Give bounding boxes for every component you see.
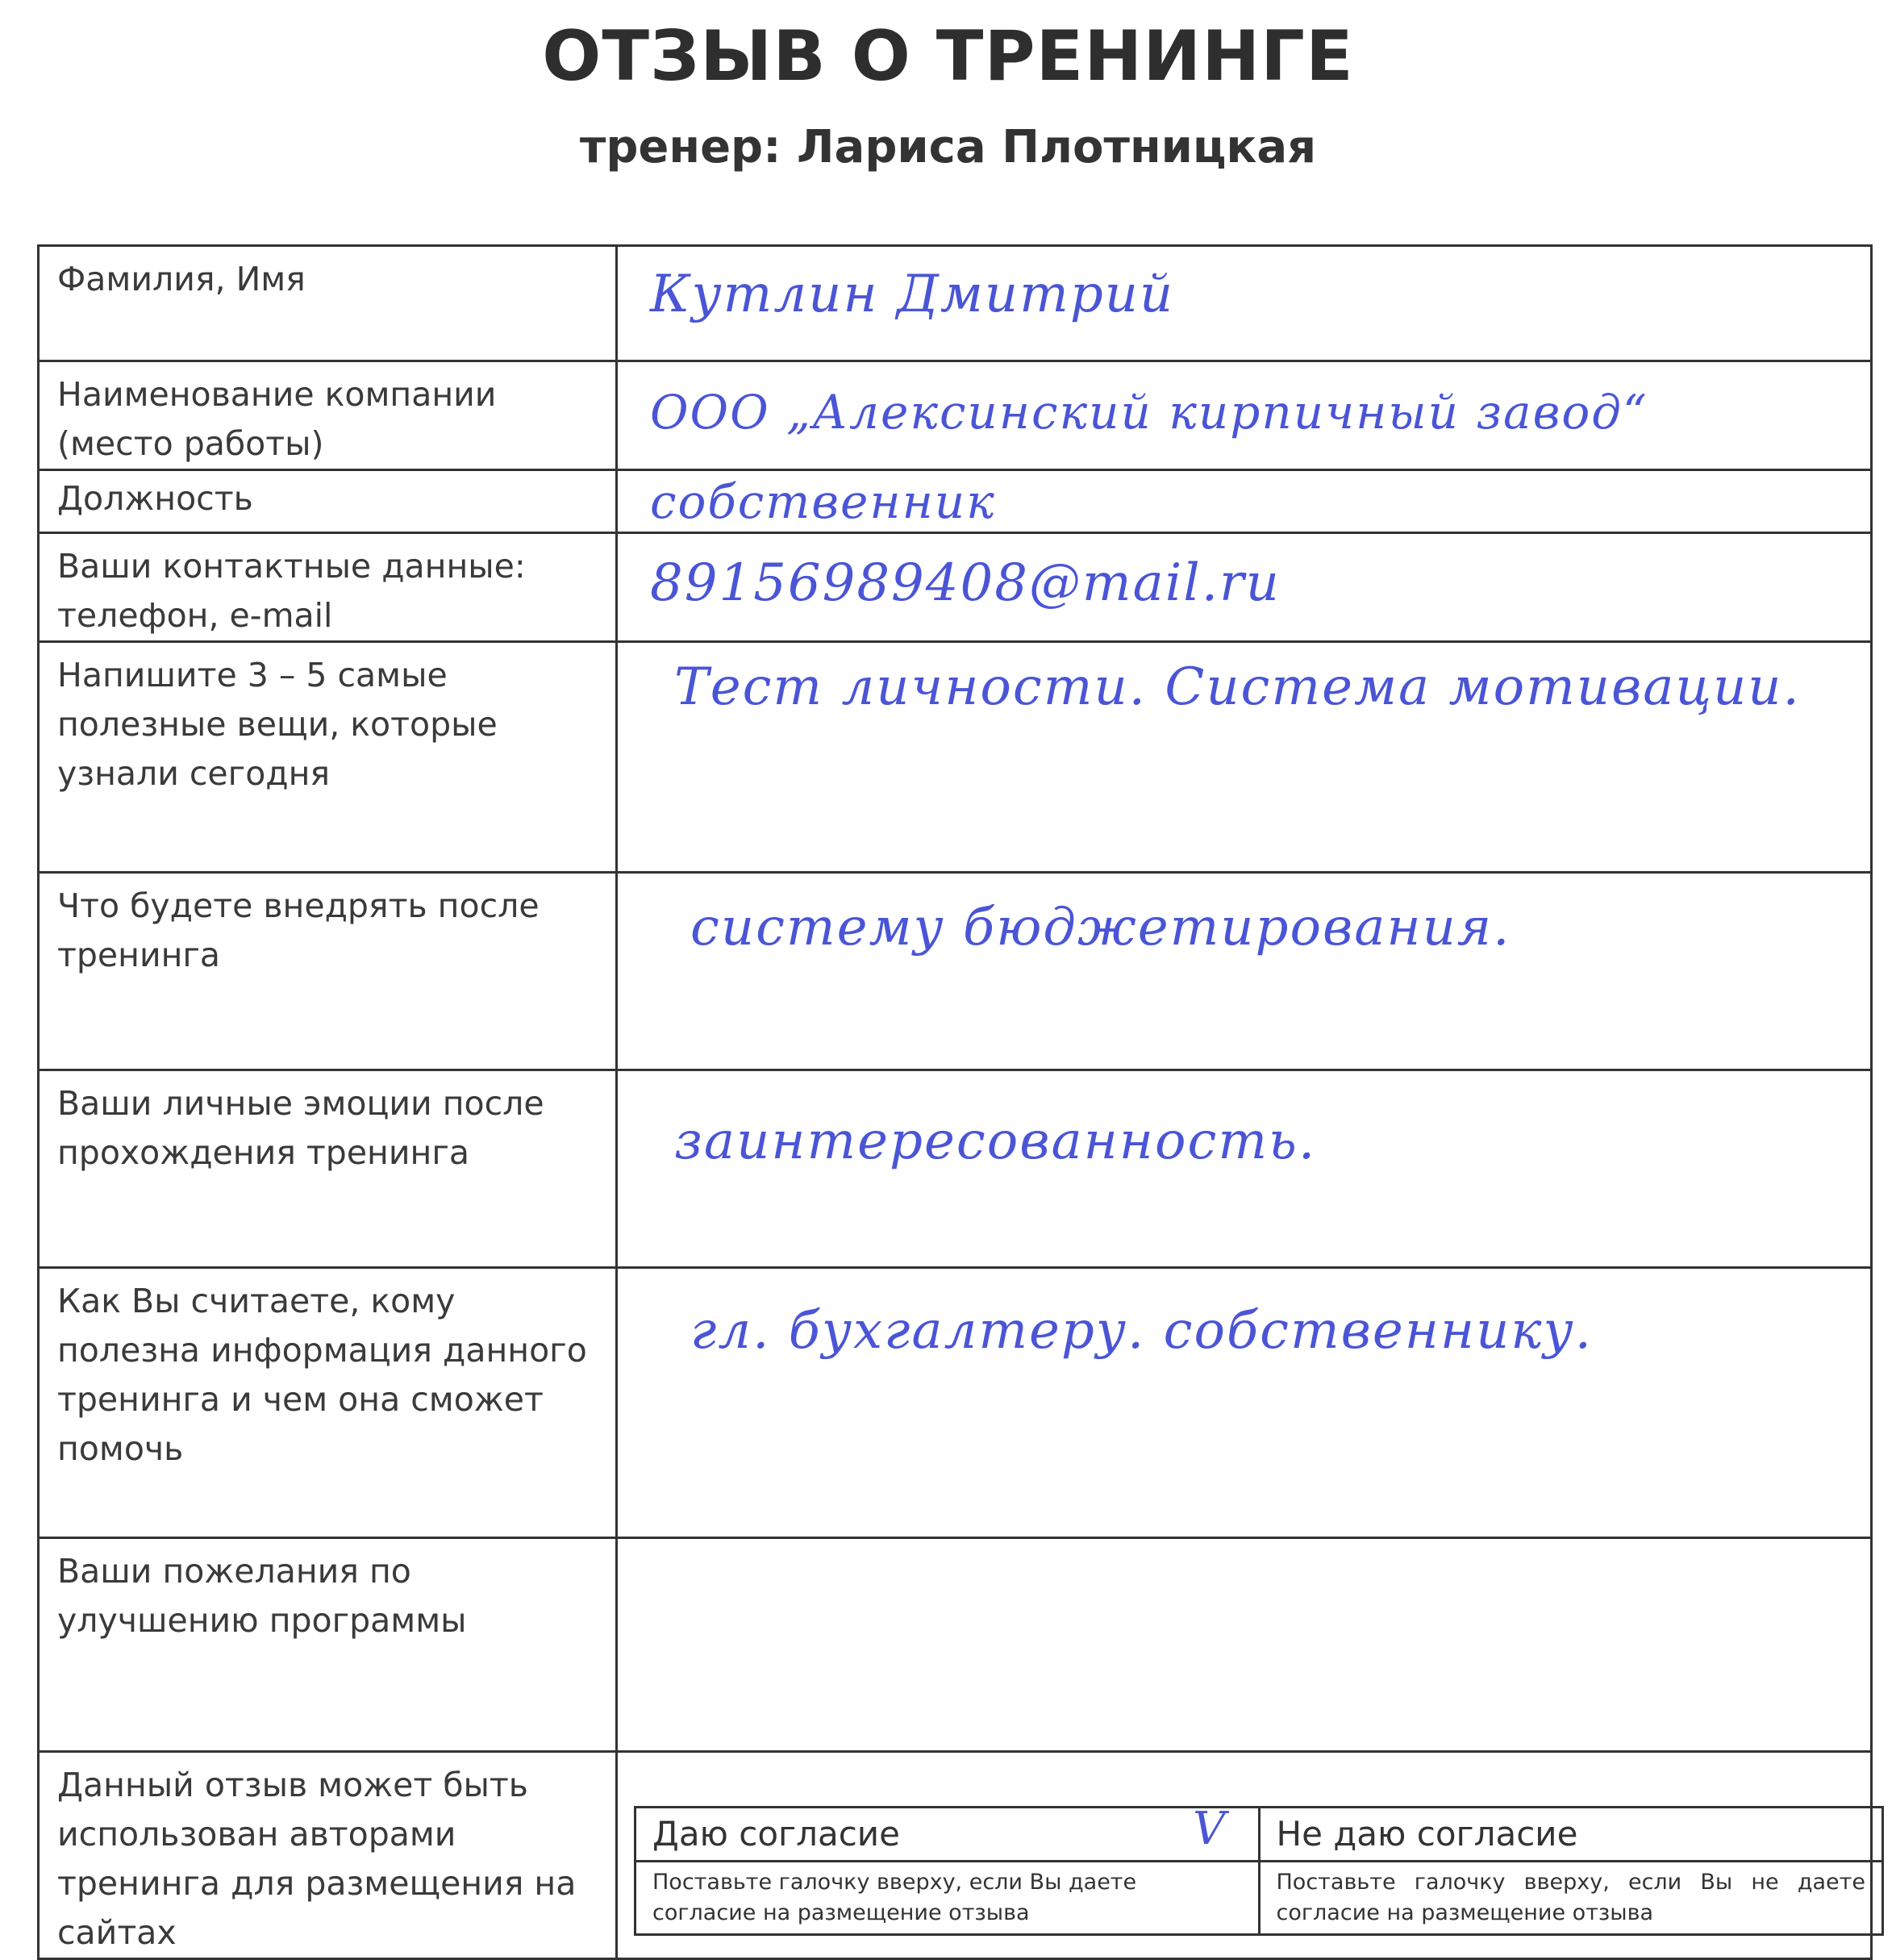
agree-description: Поставьте галочку вверху, если Вы даете согласие на размещение отзыва [652, 1870, 1137, 1925]
answer-emotions-field[interactable] [617, 1070, 1872, 1268]
answer-position-field[interactable] [617, 470, 1872, 533]
label-contacts: Ваши контактные данные: телефон, e-mail [39, 533, 617, 642]
form-title: ОТЗЫВ О ТРЕНИНГЕ [542, 16, 1354, 97]
disagree-description: Поставьте галочку вверху, если Вы не даете согласие на размещение отзыва [1276, 1870, 1865, 1925]
label-suggestions: Ваши пожелания по улучшению программы [39, 1538, 617, 1752]
answer-suggestions-field[interactable] [617, 1538, 1872, 1752]
label-emotions: Ваши личные эмоции после прохождения тренинга [39, 1070, 617, 1268]
table-row [39, 470, 1872, 533]
agree-title: Даю согласие [652, 1814, 900, 1854]
table-row [39, 361, 1872, 470]
consent-table [634, 1803, 1884, 1936]
answer-emotions-text: заинтересованность. [674, 1111, 1317, 1171]
table-row [39, 1268, 1872, 1538]
label-implement: Что будете внедрять после тренинга [39, 873, 617, 1070]
label-position: Должность [39, 470, 617, 533]
table-row [39, 642, 1872, 873]
answer-company-text: ООО „Алексинский кирпичный завод“ [650, 385, 1648, 440]
label-useful-things: Напишите 3 – 5 самые полезные вещи, которые узнали сегодня [39, 642, 617, 873]
answer-useful-things-text: Тест личности. Система мотивации. [674, 657, 1801, 717]
feedback-form-table [37, 244, 1873, 1960]
table-row [39, 873, 1872, 1070]
disagree-option[interactable] [1259, 1808, 1883, 1862]
label-who-benefits: Как Вы считаете, кому полезна информация данного тренинга и чем она сможет помочь [39, 1268, 617, 1538]
disagree-title: Не даю согласие [1276, 1814, 1578, 1854]
agree-option[interactable] [635, 1803, 1260, 1862]
answer-implement-field[interactable] [617, 873, 1872, 1070]
answer-name-field[interactable] [617, 246, 1872, 361]
table-row [39, 1070, 1872, 1268]
answer-position-text: собственник [650, 474, 996, 529]
answer-who-benefits-field[interactable] [617, 1268, 1872, 1538]
label-publication-consent: Данный отзыв может быть использован авторами тренинга для размещения на сайтах [39, 1752, 617, 1959]
agree-checkmark: V [1193, 1803, 1226, 1855]
label-company: Наименование компании (место работы) [39, 361, 617, 470]
answer-who-benefits-text: гл. бухгалтеру. собственнику. [690, 1301, 1593, 1361]
consent-cell [617, 1752, 1872, 1959]
answer-contacts-text: 89156989408@mail.ru [650, 553, 1281, 613]
answer-name-text: Кутлин Дмитрий [650, 265, 1175, 324]
answer-company-field[interactable] [617, 361, 1872, 470]
table-row [39, 533, 1872, 642]
table-row [39, 1538, 1872, 1752]
label-name: Фамилия, Имя [39, 246, 617, 361]
answer-useful-things-field[interactable] [617, 642, 1872, 873]
answer-contacts-field[interactable] [617, 533, 1872, 642]
answer-implement-text: систему бюджетирования. [690, 898, 1511, 957]
table-row [39, 246, 1872, 361]
table-row [39, 1752, 1872, 1959]
trainer-subtitle: тренер: Лариса Плотницкая [579, 121, 1317, 173]
